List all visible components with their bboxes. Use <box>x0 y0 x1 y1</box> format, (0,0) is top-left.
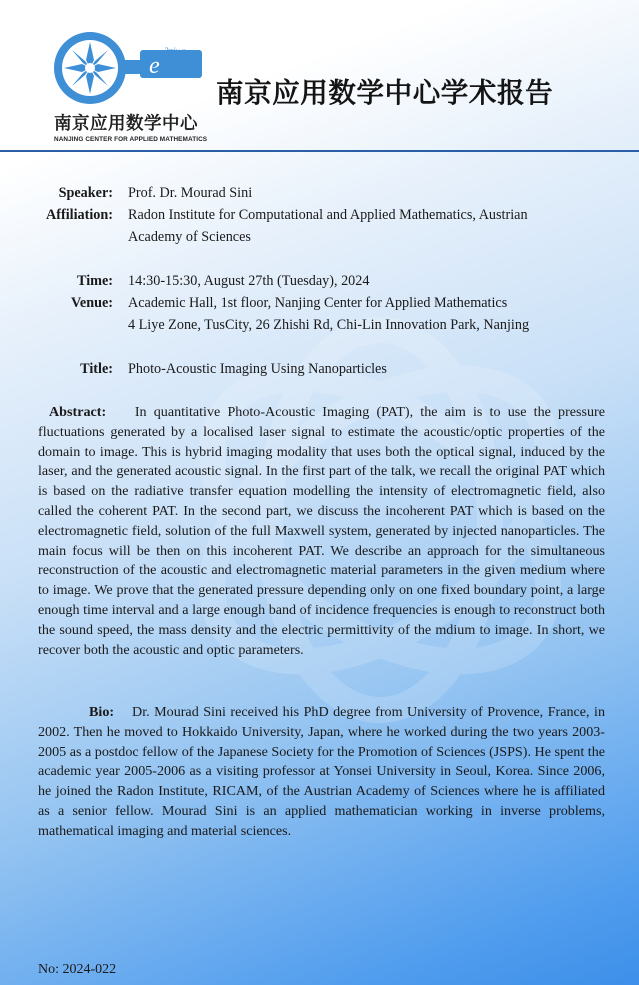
speaker-row <box>0 182 639 204</box>
affiliation-value-line1: Radon Institute for Computational and Applied Mathematics, Austrian <box>128 207 528 223</box>
abstract-label: Abstract: <box>49 404 107 420</box>
bio-label: Bio: <box>89 704 115 720</box>
time-row <box>0 270 639 292</box>
speaker-value: Prof. Dr. Mourad Sini <box>128 185 253 201</box>
bio-text: Dr. Mourad Sini received his PhD degree from University of Provence, France, in 2002. Then he moved to Hokkaido University, Japan, where he worked during the two years 2003-2005 as a postdoc fellow of the Japanese Society for the Promotion of Sciences (JSPS). He spent the academic year 2005-2006 as a visiting professor at Yonsei University in Seoul, Korea. Since 2006, he joined the Radon Institute, RICAM, of the Austrian Academy of Sciences where he is affiliated as a senior fellow. Mourad Sini is an applied mathematician working in inverse problems, mathematical imaging and material sciences. <box>38 704 606 839</box>
venue-value-line2: 4 Liye Zone, TusCity, 26 Zhishi Rd, Chi-Lin Innovation Park, Nanjing <box>128 317 530 333</box>
speaker-label: Speaker: <box>58 185 113 201</box>
venue-value-line1: Academic Hall, 1st floor, Nanjing Center for Applied Mathematics <box>128 295 508 311</box>
time-value: 14:30-15:30, August 27th (Tuesday), 2024 <box>128 273 370 289</box>
svg-text:e: e <box>149 53 160 79</box>
affiliation-row <box>0 204 639 248</box>
affiliation-label: Affiliation: <box>46 207 113 223</box>
abstract-text: In quantitative Photo-Acoustic Imaging (PAT), the aim is to use the pressure fluctuations generated by a localised laser signal to estimate the acoustic/optic properties of the domain to image. This is hybrid imaging modality that uses both the optical signal, induced by the laser, and the generated acoustic signal. In the first part of the talk, we recall the original PAT which is based on the radiative transfer equation modelling the intensity of electromagnetic field, also called the coherent PAT. In the second part, we discuss the incoherent PAT which is based on the electromagnetic field, solution of the full Maxwell system, generated by injected nanoparticles. The main focus will be then on this incoherent PAT. We describe an approach for the simultaneous reconstruction of the acoustic and electromagnetic material parameters in the given medium where to image. We prove that the generated pressure depending only on one fixed boundary point, a large enough time interval and a large enough band of incidence frequencies is enough to reconstruct both the sound speed, the mass density and the electric permittivity of the mdium to image. In short, we recover both the acoustic and optic parameters. <box>38 404 605 658</box>
venue-row <box>0 292 639 336</box>
talk-title-value: Photo-Acoustic Imaging Using Nanoparticles <box>128 361 387 377</box>
announcement-number: No: 2024-022 <box>38 962 117 977</box>
header-divider <box>0 150 639 152</box>
svg-text:2πiv·p: 2πiv·p <box>164 46 187 56</box>
affiliation-value-line2: Academy of Sciences <box>128 229 251 245</box>
talk-title-row <box>0 358 639 380</box>
header <box>0 0 639 152</box>
talk-title-label: Title: <box>80 361 113 377</box>
logo-chinese-name: 南京应用数学中心 <box>54 114 198 134</box>
abstract-section <box>38 403 605 660</box>
nanjing-center-emblem-icon <box>52 30 212 110</box>
logo-english-name: NANJING CENTER FOR APPLIED MATHEMATICS <box>54 136 208 143</box>
bio-section <box>38 703 605 842</box>
time-label: Time: <box>77 273 113 289</box>
logo <box>52 30 212 148</box>
venue-label: Venue: <box>70 295 113 311</box>
page-title: 南京应用数学中心学术报告 <box>216 77 554 109</box>
